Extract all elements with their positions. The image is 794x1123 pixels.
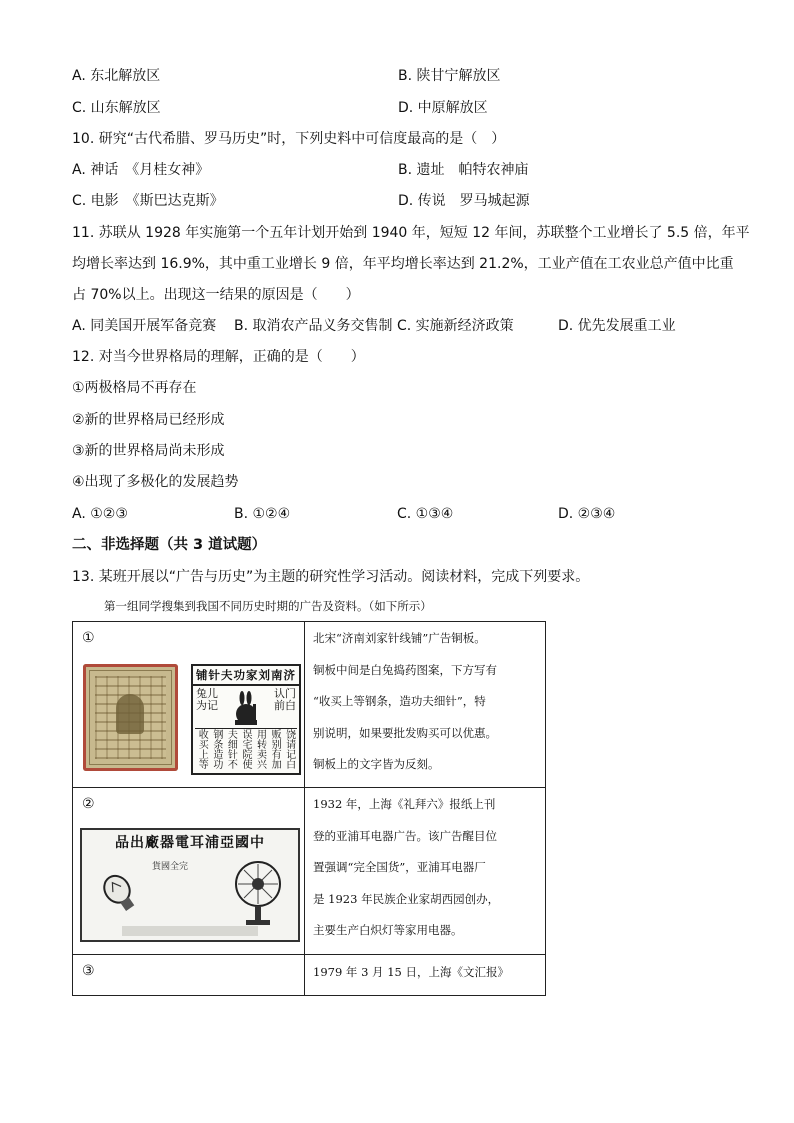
table-cell-image (73, 955, 305, 996)
table-cell-text (305, 955, 546, 996)
newspaper-ad-image (80, 828, 300, 942)
row-number: ② (82, 796, 95, 812)
q11-option-b[interactable]: B. 取消农产品义务交售制 (234, 318, 393, 334)
section-title: 二、非选择题（共 3 道试题） (72, 537, 267, 553)
row-1-line: “收买上等钢条，造功夫细针”，特 (313, 694, 486, 708)
plate-text-col: 用转卖兴 (254, 729, 266, 769)
rabbit-pounding-medicine-icon (229, 690, 263, 726)
q12-item-3: ③新的世界格局尚未形成 (72, 443, 225, 459)
q10-stem: 10. 研究“古代希腊、罗马历史”时，下列史料中可信度最高的是（ ） (72, 131, 506, 147)
q12-option-d[interactable]: D. ②③④ (558, 506, 616, 522)
electric-fan-icon (232, 858, 284, 928)
ad-subheading: 貨國全完 (152, 862, 189, 872)
q13-stem: 13. 某班开展以“广告与历史”为主题的研究性学习活动。阅读材料，完成下列要求。 (72, 569, 590, 585)
q12-item-1: ①两极格局不再存在 (72, 380, 197, 396)
q11-option-c[interactable]: C. 实施新经济政策 (397, 318, 514, 334)
q12-option-a[interactable]: A. ①②③ (72, 506, 128, 522)
q11-stem-line-1: 11. 苏联从 1928 年实施第一个五年计划开始到 1940 年，短短 12 年间，苏联整个工业增长了 5.5 倍，年平 (72, 225, 750, 241)
row-3-line: 1979 年 3 月 15 日，上海《文汇报》 (313, 965, 509, 979)
q9-option-d[interactable]: D. 中原解放区 (398, 100, 488, 116)
row-1-line: 铜板中间是白兔捣药图案，下方写有 (313, 662, 497, 677)
q9-option-a[interactable]: A. 东北解放区 (72, 68, 161, 84)
q12-option-b[interactable]: B. ①②④ (234, 506, 291, 522)
q10-option-b[interactable]: B. 遗址 帕特农神庙 (398, 162, 529, 178)
row-2-line: 是 1923 年民族企业家胡西园创办， (313, 891, 500, 906)
table-cell-text (305, 622, 546, 788)
plate-left-text: 兔儿为记 (196, 687, 218, 712)
row-2-line: 主要生产白炽灯等家用电器。 (313, 923, 463, 937)
ad-footer-bar (122, 926, 258, 936)
row-2-line: 登的亚浦耳电器广告。该广告醒目位 (313, 828, 497, 843)
table-row (73, 788, 546, 955)
plate-text-col: 收买上等 (196, 729, 208, 769)
table-caption: 第一组同学搜集到我国不同历史时期的广告及资料。（如下所示） (104, 599, 432, 613)
q10-option-c[interactable]: C. 电影 《斯巴达克斯》 (72, 193, 224, 209)
q9-option-c[interactable]: C. 山东解放区 (72, 100, 161, 116)
q10-option-a[interactable]: A. 神话 《月桂女神》 (72, 162, 210, 178)
row-number: ③ (82, 963, 95, 979)
plate-bottom-text (195, 728, 297, 771)
plate-text-col: 饶请记白 (283, 729, 295, 769)
plate-text-col: 夫细针不 (225, 729, 237, 769)
plate-rubbing-image (191, 664, 301, 775)
q12-option-c[interactable]: C. ①③④ (397, 506, 454, 522)
q12-stem: 12. 对当今世界格局的理解，正确的是（ ） (72, 349, 365, 365)
ad-heading: 品出廠器電耳浦亞國中 (115, 835, 265, 851)
light-bulb-icon (96, 870, 146, 920)
plate-text-col: 贩别有加 (269, 729, 281, 769)
row-2-line: 置强调“完全国货”，亚浦耳电器厂 (313, 860, 486, 874)
row-2-line: 1932 年，上海《礼拜六》报纸上刊 (313, 797, 496, 811)
table-row (73, 955, 546, 996)
q12-item-4: ④出现了多极化的发展趋势 (72, 474, 239, 490)
plate-heading: 铺针夫功家刘南济 (193, 666, 299, 686)
plate-text-col: 钢条造功 (210, 729, 222, 769)
row-1-line: 铜板上的文字皆为反刻。 (313, 757, 440, 771)
q11-option-a[interactable]: A. 同美国开展军备竞赛 (72, 318, 217, 334)
q12-item-2: ②新的世界格局已经形成 (72, 412, 225, 428)
table-cell-text (305, 788, 546, 955)
bronze-plate-photo (83, 664, 178, 771)
plate-right-text: 认门前白 (274, 687, 296, 712)
q11-stem-line-2: 均增长率达到 16.9%，其中重工业增长 9 倍，年平均增长率达到 21.2%，工业产值在工农业总产值中比重 (72, 256, 734, 272)
table-row (73, 622, 546, 788)
plate-text-col: 误宅院使 (239, 729, 251, 769)
row-1-line: 北宋“济南刘家针线铺”广告铜板。 (313, 631, 486, 645)
row-1-line: 别说明，如果要批发购买可以优惠。 (313, 725, 497, 740)
q9-option-b[interactable]: B. 陕甘宁解放区 (398, 68, 501, 84)
q11-option-d[interactable]: D. 优先发展重工业 (558, 318, 676, 334)
table-cell-image (73, 622, 305, 788)
material-table (72, 621, 546, 996)
table-cell-image (73, 788, 305, 955)
q11-stem-line-3: 占 70%以上。出现这一结果的原因是（ ） (72, 287, 360, 303)
q10-option-d[interactable]: D. 传说 罗马城起源 (398, 193, 530, 209)
row-number: ① (82, 630, 95, 646)
